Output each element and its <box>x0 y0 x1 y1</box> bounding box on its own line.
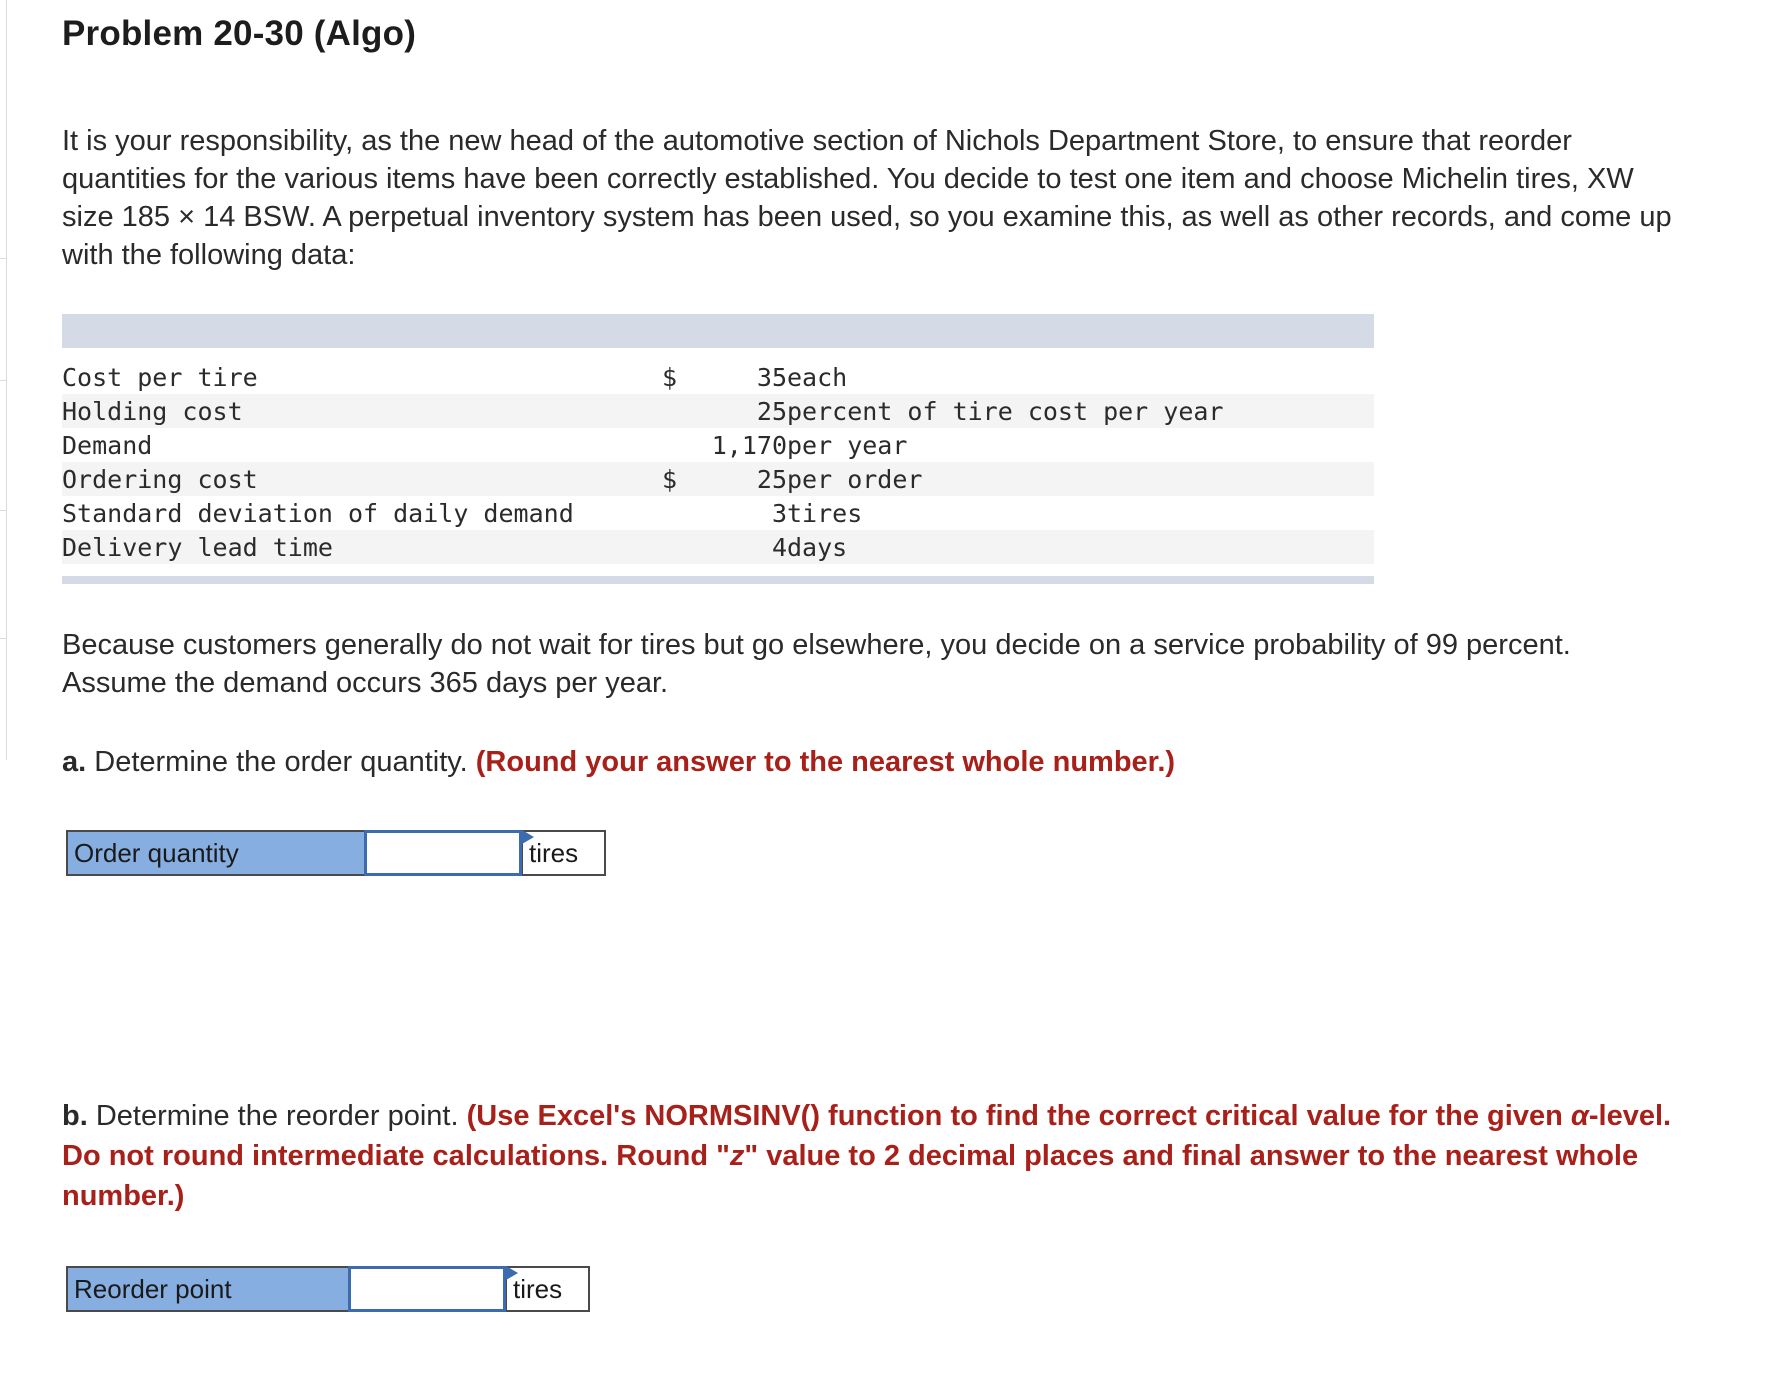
data-table <box>62 314 1374 584</box>
table-row <box>62 530 1374 564</box>
row-value: 3 <box>771 498 787 528</box>
reorder-point-input[interactable] <box>348 1266 506 1312</box>
order-quantity-input[interactable] <box>364 830 522 876</box>
row-label: Holding cost <box>62 394 662 428</box>
question-instruction: (Round your answer to the nearest whole number.) <box>475 746 1176 778</box>
row-unit: tires <box>787 498 863 528</box>
problem-intro: It is your responsibility, as the new head of the automotive section of Nichols Department Store, to ensure that reorder quantities for the various items have been correctly established. You decide to test one item and choose Michelin tires, XW size 185 × 14 BSW. A perpetual inventory system has been used, so you examine this, as well as other records, and come up with the following data: <box>62 125 1672 271</box>
row-currency <box>662 530 707 564</box>
row-unit: per order <box>787 462 1374 496</box>
answer-unit: tires <box>522 830 606 876</box>
question-text: Determine the order quantity. <box>94 746 468 778</box>
row-label: Ordering cost <box>62 462 662 496</box>
question-b <box>62 1096 1682 1216</box>
row-currency <box>662 394 707 428</box>
question-instruction: (Use Excel's NORMSINV() function to find the correct critical value for the given α-level. Do not round intermediate calculations. Round "z" value to 2 decimal places and final answer to the nearest whole number.) <box>62 1100 1672 1212</box>
row-value: 1,170 <box>711 430 787 460</box>
row-label: Cost per tire <box>62 362 258 392</box>
assumption-paragraph: Because customers generally do not wait for tires but go elsewhere, you decide on a service probability of 99 percent. Assume the demand occurs 365 days per year. <box>62 629 1571 699</box>
frame-divider <box>0 258 6 259</box>
table-row <box>62 360 1374 394</box>
row-value: 25 <box>707 462 787 496</box>
frame-divider <box>0 638 6 639</box>
answer-unit: tires <box>506 1266 590 1312</box>
row-currency: $ <box>662 362 678 392</box>
question-letter: a. <box>62 746 87 778</box>
row-currency <box>662 496 707 530</box>
row-label: Demand <box>62 430 153 460</box>
row-unit: percent of tire cost per year <box>787 394 1374 428</box>
answer-row-order-quantity <box>66 830 606 876</box>
row-unit: per year <box>787 430 908 460</box>
row-unit: each <box>787 362 848 392</box>
question-a <box>62 742 1682 782</box>
table-row <box>62 428 1374 462</box>
problem-title: Problem 20-30 (Algo) <box>62 14 417 53</box>
question-text: Determine the reorder point. <box>95 1100 459 1132</box>
alpha-symbol: α <box>1570 1100 1589 1132</box>
question-letter: b. <box>62 1100 88 1132</box>
left-frame-border <box>0 0 7 760</box>
table-header-band <box>62 314 1374 348</box>
answer-row-reorder-point <box>66 1266 590 1312</box>
answer-label: Order quantity <box>66 830 364 876</box>
row-unit: days <box>787 530 1374 564</box>
row-label: Standard deviation of daily demand <box>62 498 574 528</box>
table-row <box>62 394 1374 428</box>
table-row <box>62 462 1374 496</box>
frame-divider <box>0 380 6 381</box>
table-row <box>62 496 1374 530</box>
row-currency <box>662 428 707 462</box>
row-value: 35 <box>756 362 787 392</box>
z-symbol: z <box>729 1140 745 1172</box>
answer-label: Reorder point <box>66 1266 348 1312</box>
row-label: Delivery lead time <box>62 530 662 564</box>
row-value: 25 <box>707 394 787 428</box>
table-footer-band <box>62 576 1374 584</box>
frame-divider <box>0 510 6 511</box>
row-currency: $ <box>662 462 707 496</box>
row-value: 4 <box>707 530 787 564</box>
